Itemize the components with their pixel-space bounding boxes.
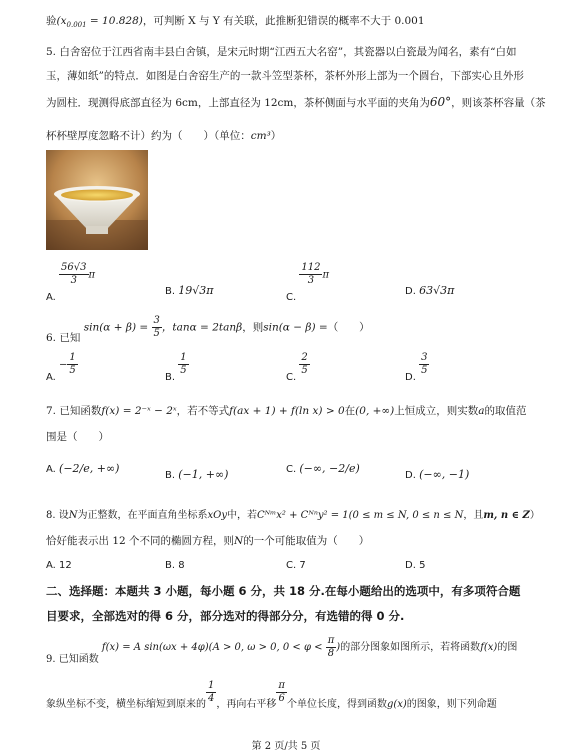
q7-func: f(x) = 2⁻ˣ − 2ˣ <box>101 405 177 417</box>
numerator: 1 <box>208 680 215 691</box>
q9-line2a: 象纵坐标不变，横坐标缩短到原来的 <box>46 699 206 710</box>
q7-t3: 上恒成立，则实数 <box>394 405 479 417</box>
q4-text: ，可判断 X 与 Y 有关联，此推断犯错误的概率不大于 0.001 <box>142 15 425 27</box>
option-value: 63√3π <box>419 284 455 297</box>
q8-stem <box>46 506 540 521</box>
q5-a-fraction <box>59 262 88 287</box>
q8-prefix: 8. 设 <box>46 510 69 521</box>
q6-paren: （ ） <box>327 321 370 334</box>
option-value: 7 <box>299 560 306 571</box>
denominator: 6 <box>278 693 285 704</box>
q5-line1: 5. 白舍窑位于江西省南丰县白舍镇，是宋元时期“江西五大名窑”，其瓷器以白瓷最为闻名，素有“白如 <box>46 46 517 58</box>
q6-mid: ，则 <box>242 321 264 334</box>
q6-d-frac <box>419 352 429 377</box>
q7-option-c[interactable] <box>286 462 360 475</box>
q8-n: N <box>68 510 78 521</box>
q8-option-a[interactable] <box>46 560 72 571</box>
q7-var: a <box>478 405 485 417</box>
option-value: 8 <box>178 560 185 571</box>
denominator: 3 <box>70 275 77 286</box>
q5-option-a[interactable] <box>46 262 96 303</box>
q4-eq: = 10.828) <box>86 15 143 27</box>
q4-tail <box>46 13 425 29</box>
q7-line2: 围是（ ） <box>46 431 109 443</box>
q8-line2b: 的一个可能取值为（ ） <box>243 535 370 547</box>
q5-option-c[interactable] <box>286 262 330 303</box>
q9-phi-frac <box>326 635 337 660</box>
numerator: 56√3 <box>61 262 87 273</box>
q8-eq: Cᴺᵐx² + Cᴺⁿy² = 1(0 ≤ m ≤ N, 0 ≤ n ≤ N <box>256 510 464 521</box>
q7-ineq: f(ax + 1) + f(ln x) > 0 <box>229 405 345 417</box>
option-value: 5 <box>419 560 426 571</box>
q8-line2 <box>46 533 369 548</box>
q5-option-d[interactable] <box>405 284 454 297</box>
option-label: B. <box>165 560 176 571</box>
option-value: (−2/e, +∞) <box>59 462 120 475</box>
q4-prefix: 验 <box>46 15 57 27</box>
numerator: 1 <box>69 352 76 363</box>
q5-option-b[interactable] <box>165 284 213 297</box>
q6-prefix: 6. 已知 <box>46 331 81 344</box>
option-label: D. <box>405 286 416 297</box>
q5-c-fraction <box>299 262 322 287</box>
q7-t1: ，若不等式 <box>176 405 230 417</box>
q8-t4: ） <box>529 510 540 521</box>
q6-a-frac <box>67 352 77 377</box>
option-label: D. <box>405 470 416 481</box>
q5-line2: 玉，薄如纸”的特点．如图是白舍窑生产的一款斗笠型茶杯，茶杯外形上部为一个圆台，下部实心且外形 <box>46 70 524 82</box>
q9-line2 <box>46 680 497 710</box>
tea-cup-illustration <box>46 150 148 250</box>
q7-interval: (0, +∞) <box>355 405 395 417</box>
q8-set: m, n ∈ Z <box>483 510 530 521</box>
numerator: 112 <box>301 262 321 273</box>
q6-option-d[interactable] <box>405 352 429 383</box>
option-label: B. <box>165 470 176 481</box>
q5-line3a: 为圆柱．现测得底部直径为 6cm，上部直径为 12cm，茶杯侧面与水平面的夹角为 <box>46 97 430 109</box>
q9-stem <box>46 635 518 665</box>
option-sign: − <box>59 359 68 371</box>
option-label: D. <box>405 560 416 571</box>
denominator: 5 <box>180 365 187 376</box>
q6-expr1: sin(α + β) = <box>83 321 152 334</box>
q8-t2: 中，若 <box>226 510 257 521</box>
option-label: C. <box>286 371 297 383</box>
q6-frac <box>152 315 162 340</box>
q9-line2b: ，再向右平移 <box>216 699 277 710</box>
denominator: 5 <box>153 328 160 339</box>
q9-func: f(x) = A sin(ωx + 4φ)(A > 0, ω > 0, 0 < φ < <box>101 642 326 653</box>
q9-line2c: 个单位长度，得到函数 <box>286 699 387 710</box>
q5-line3 <box>46 95 546 110</box>
q6-expr3: sin(α − β) = <box>263 321 328 334</box>
q8-line2a: 恰好能表示出 12 个不同的椭圆方程，则 <box>46 535 235 547</box>
q8-n-2: N <box>234 535 244 547</box>
denominator: 5 <box>301 365 308 376</box>
option-label: B. <box>165 286 176 297</box>
q9-t2: 的图 <box>497 642 518 653</box>
denominator: 4 <box>208 693 215 704</box>
q8-xoy: xOy <box>207 510 227 521</box>
tea-cup-photo <box>46 150 148 250</box>
option-value: (−∞, −1) <box>419 468 470 481</box>
section2-heading-line1: 二、选择题：本题共 3 小题，每小题 6 分，共 18 分.在每小题给出的选项中，有多项符合题 <box>46 584 521 598</box>
numerator: 1 <box>180 352 187 363</box>
option-label: C. <box>286 291 297 303</box>
q6-expr2: ，tanα = 2tanβ <box>161 321 243 334</box>
denominator: 5 <box>421 365 428 376</box>
option-value: 12 <box>59 560 72 571</box>
q9-line2d: 的图象，则下列命题 <box>406 699 497 710</box>
q6-option-c[interactable] <box>286 352 310 383</box>
option-value: (−∞, −2/e) <box>299 462 360 475</box>
q8-option-d[interactable] <box>405 560 425 571</box>
q5-angle: 60° <box>429 95 452 109</box>
q8-option-c[interactable] <box>286 560 306 571</box>
q7-option-b[interactable] <box>165 468 228 481</box>
numerator: 3 <box>421 352 428 363</box>
q7-t2: 在 <box>344 405 356 417</box>
q7-t4: 的取值范 <box>484 405 527 417</box>
q5-line4-end: ） <box>270 130 282 142</box>
option-label: D. <box>405 371 416 383</box>
denominator: 3 <box>307 275 315 286</box>
q9-fx: f(x) <box>480 642 498 653</box>
q5-line4 <box>46 128 281 143</box>
option-label: A. <box>46 371 56 383</box>
q6-option-b[interactable] <box>165 352 189 383</box>
q9-quarter-frac <box>206 680 216 705</box>
q5-line4-text: 杯杯壁厚度忽略不计）约为（ ）（单位： <box>46 130 251 142</box>
q6-stem <box>46 315 370 344</box>
q7-prefix: 7. 已知函数 <box>46 405 102 417</box>
numerator: π <box>278 680 285 691</box>
q5-unit: cm³ <box>250 130 271 142</box>
q7-option-d[interactable] <box>405 468 469 481</box>
q9-gx: g(x) <box>386 699 407 710</box>
option-value: (−1, +∞) <box>178 468 229 481</box>
q6-option-a[interactable] <box>46 352 78 383</box>
q9-prefix: 9. 已知函数 <box>46 654 99 665</box>
q6-c-frac <box>299 352 309 377</box>
option-value: 19√3π <box>178 284 214 297</box>
option-label: C. <box>286 464 297 475</box>
numerator: π <box>327 635 335 646</box>
option-label: B. <box>165 371 176 383</box>
q5-c-tail: π <box>322 269 330 281</box>
q9-close: ) <box>336 642 341 653</box>
q9-shift-frac <box>276 680 287 705</box>
option-label: A. <box>46 291 56 303</box>
q8-t1: 为正整数，在平面直角坐标系 <box>77 510 208 521</box>
section2-heading-line2: 目要求，全部选对的得 6 分，部分选对的得部分分，有选错的得 0 分. <box>46 609 405 623</box>
q7-stem <box>46 403 527 418</box>
q4-formula: (x <box>56 15 67 27</box>
q5-line3b: ，则该茶杯容量（茶 <box>451 97 546 109</box>
q6-b-frac <box>178 352 188 377</box>
q7-option-a[interactable] <box>46 462 119 475</box>
q4-sub: 0.001 <box>66 21 87 30</box>
option-label: C. <box>286 560 297 571</box>
q8-option-b[interactable] <box>165 560 185 571</box>
page-footer: 第 2 页/共 5 页 <box>251 741 321 752</box>
q9-t1: 的部分图象如图所示，若将函数 <box>340 642 481 653</box>
denominator: 8 <box>327 648 335 659</box>
denominator: 5 <box>69 365 76 376</box>
q5-a-tail: π <box>88 269 96 281</box>
option-label: A. <box>46 560 56 571</box>
option-label: A. <box>46 464 56 475</box>
numerator: 3 <box>153 315 160 326</box>
q8-t3: ，且 <box>463 510 484 521</box>
numerator: 2 <box>301 352 308 363</box>
